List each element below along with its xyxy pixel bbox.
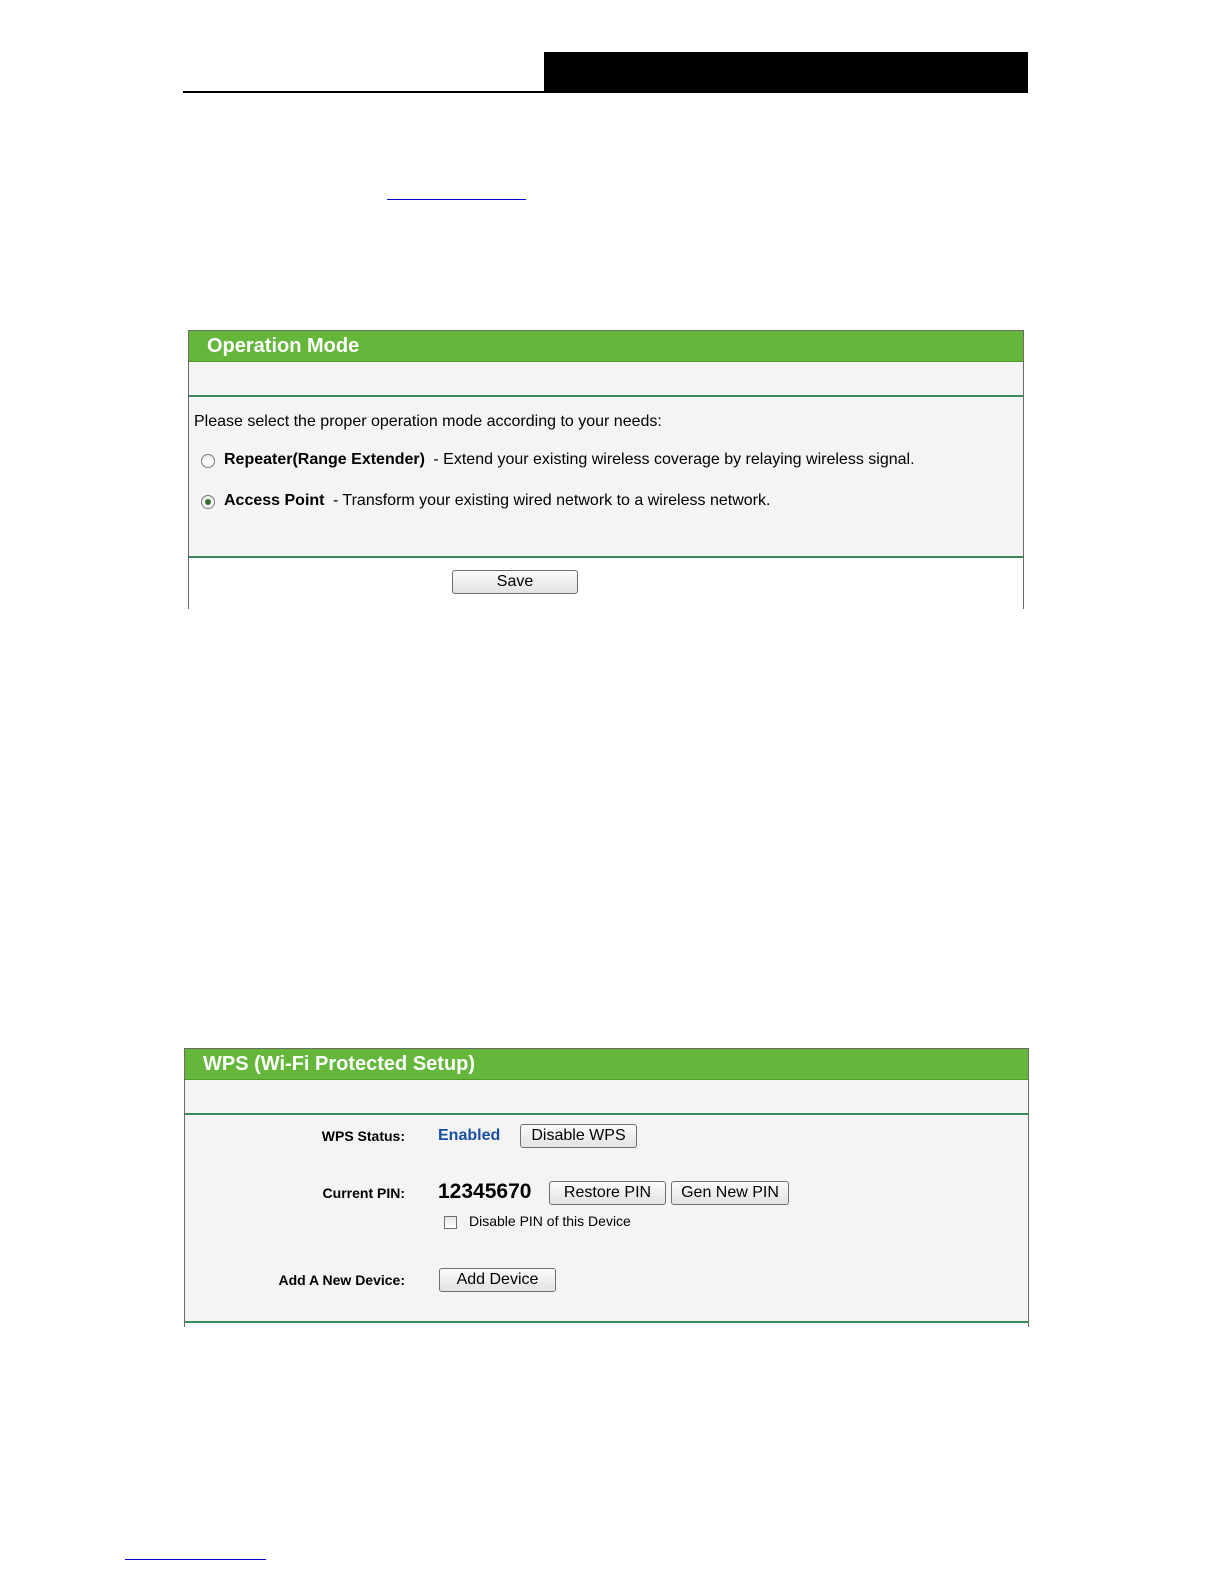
wps-footer bbox=[185, 1321, 1028, 1329]
operation-mode-title: Operation Mode bbox=[189, 331, 1023, 362]
restore-pin-button[interactable]: Restore PIN bbox=[549, 1181, 666, 1205]
wps-body bbox=[185, 1115, 1028, 1321]
operation-mode-blank-strip bbox=[189, 362, 1023, 397]
wps-blank-strip bbox=[185, 1080, 1028, 1115]
gen-new-pin-button[interactable]: Gen New PIN bbox=[671, 1181, 789, 1205]
current-pin-label: Current PIN: bbox=[322, 1185, 405, 1201]
repeater-radio[interactable] bbox=[201, 454, 215, 468]
disable-pin-checkbox[interactable] bbox=[444, 1216, 457, 1229]
operation-mode-body bbox=[189, 397, 1023, 556]
wps-status-label: WPS Status: bbox=[321, 1128, 405, 1144]
hyperlink-underline[interactable] bbox=[387, 199, 526, 200]
repeater-option[interactable] bbox=[224, 451, 915, 469]
page-header-line bbox=[183, 91, 1028, 93]
wps-title: WPS (Wi-Fi Protected Setup) bbox=[185, 1049, 1028, 1080]
wps-panel bbox=[184, 1048, 1029, 1327]
page-header-bar bbox=[544, 52, 1028, 92]
add-device-button[interactable]: Add Device bbox=[439, 1268, 556, 1292]
access-point-option[interactable] bbox=[224, 492, 770, 510]
repeater-description: - Extend your existing wireless coverage by relaying wireless signal. bbox=[433, 451, 915, 468]
wps-status-value: Enabled bbox=[438, 1127, 501, 1144]
access-point-radio[interactable] bbox=[201, 495, 215, 509]
operation-mode-prompt: Please select the proper operation mode according to your needs: bbox=[194, 413, 662, 430]
footer-link-underline[interactable] bbox=[125, 1559, 266, 1560]
save-button[interactable]: Save bbox=[452, 570, 578, 594]
access-point-description: - Transform your existing wired network to a wireless network. bbox=[332, 492, 771, 509]
operation-mode-panel bbox=[188, 330, 1024, 609]
disable-wps-button[interactable]: Disable WPS bbox=[520, 1124, 637, 1148]
repeater-label: Repeater(Range Extender) bbox=[224, 451, 425, 468]
add-new-device-label: Add A New Device: bbox=[278, 1272, 405, 1288]
disable-pin-label: Disable PIN of this Device bbox=[469, 1213, 631, 1229]
access-point-label: Access Point bbox=[224, 492, 325, 509]
operation-mode-footer bbox=[189, 556, 1023, 609]
current-pin-value: 12345670 bbox=[438, 1180, 532, 1203]
